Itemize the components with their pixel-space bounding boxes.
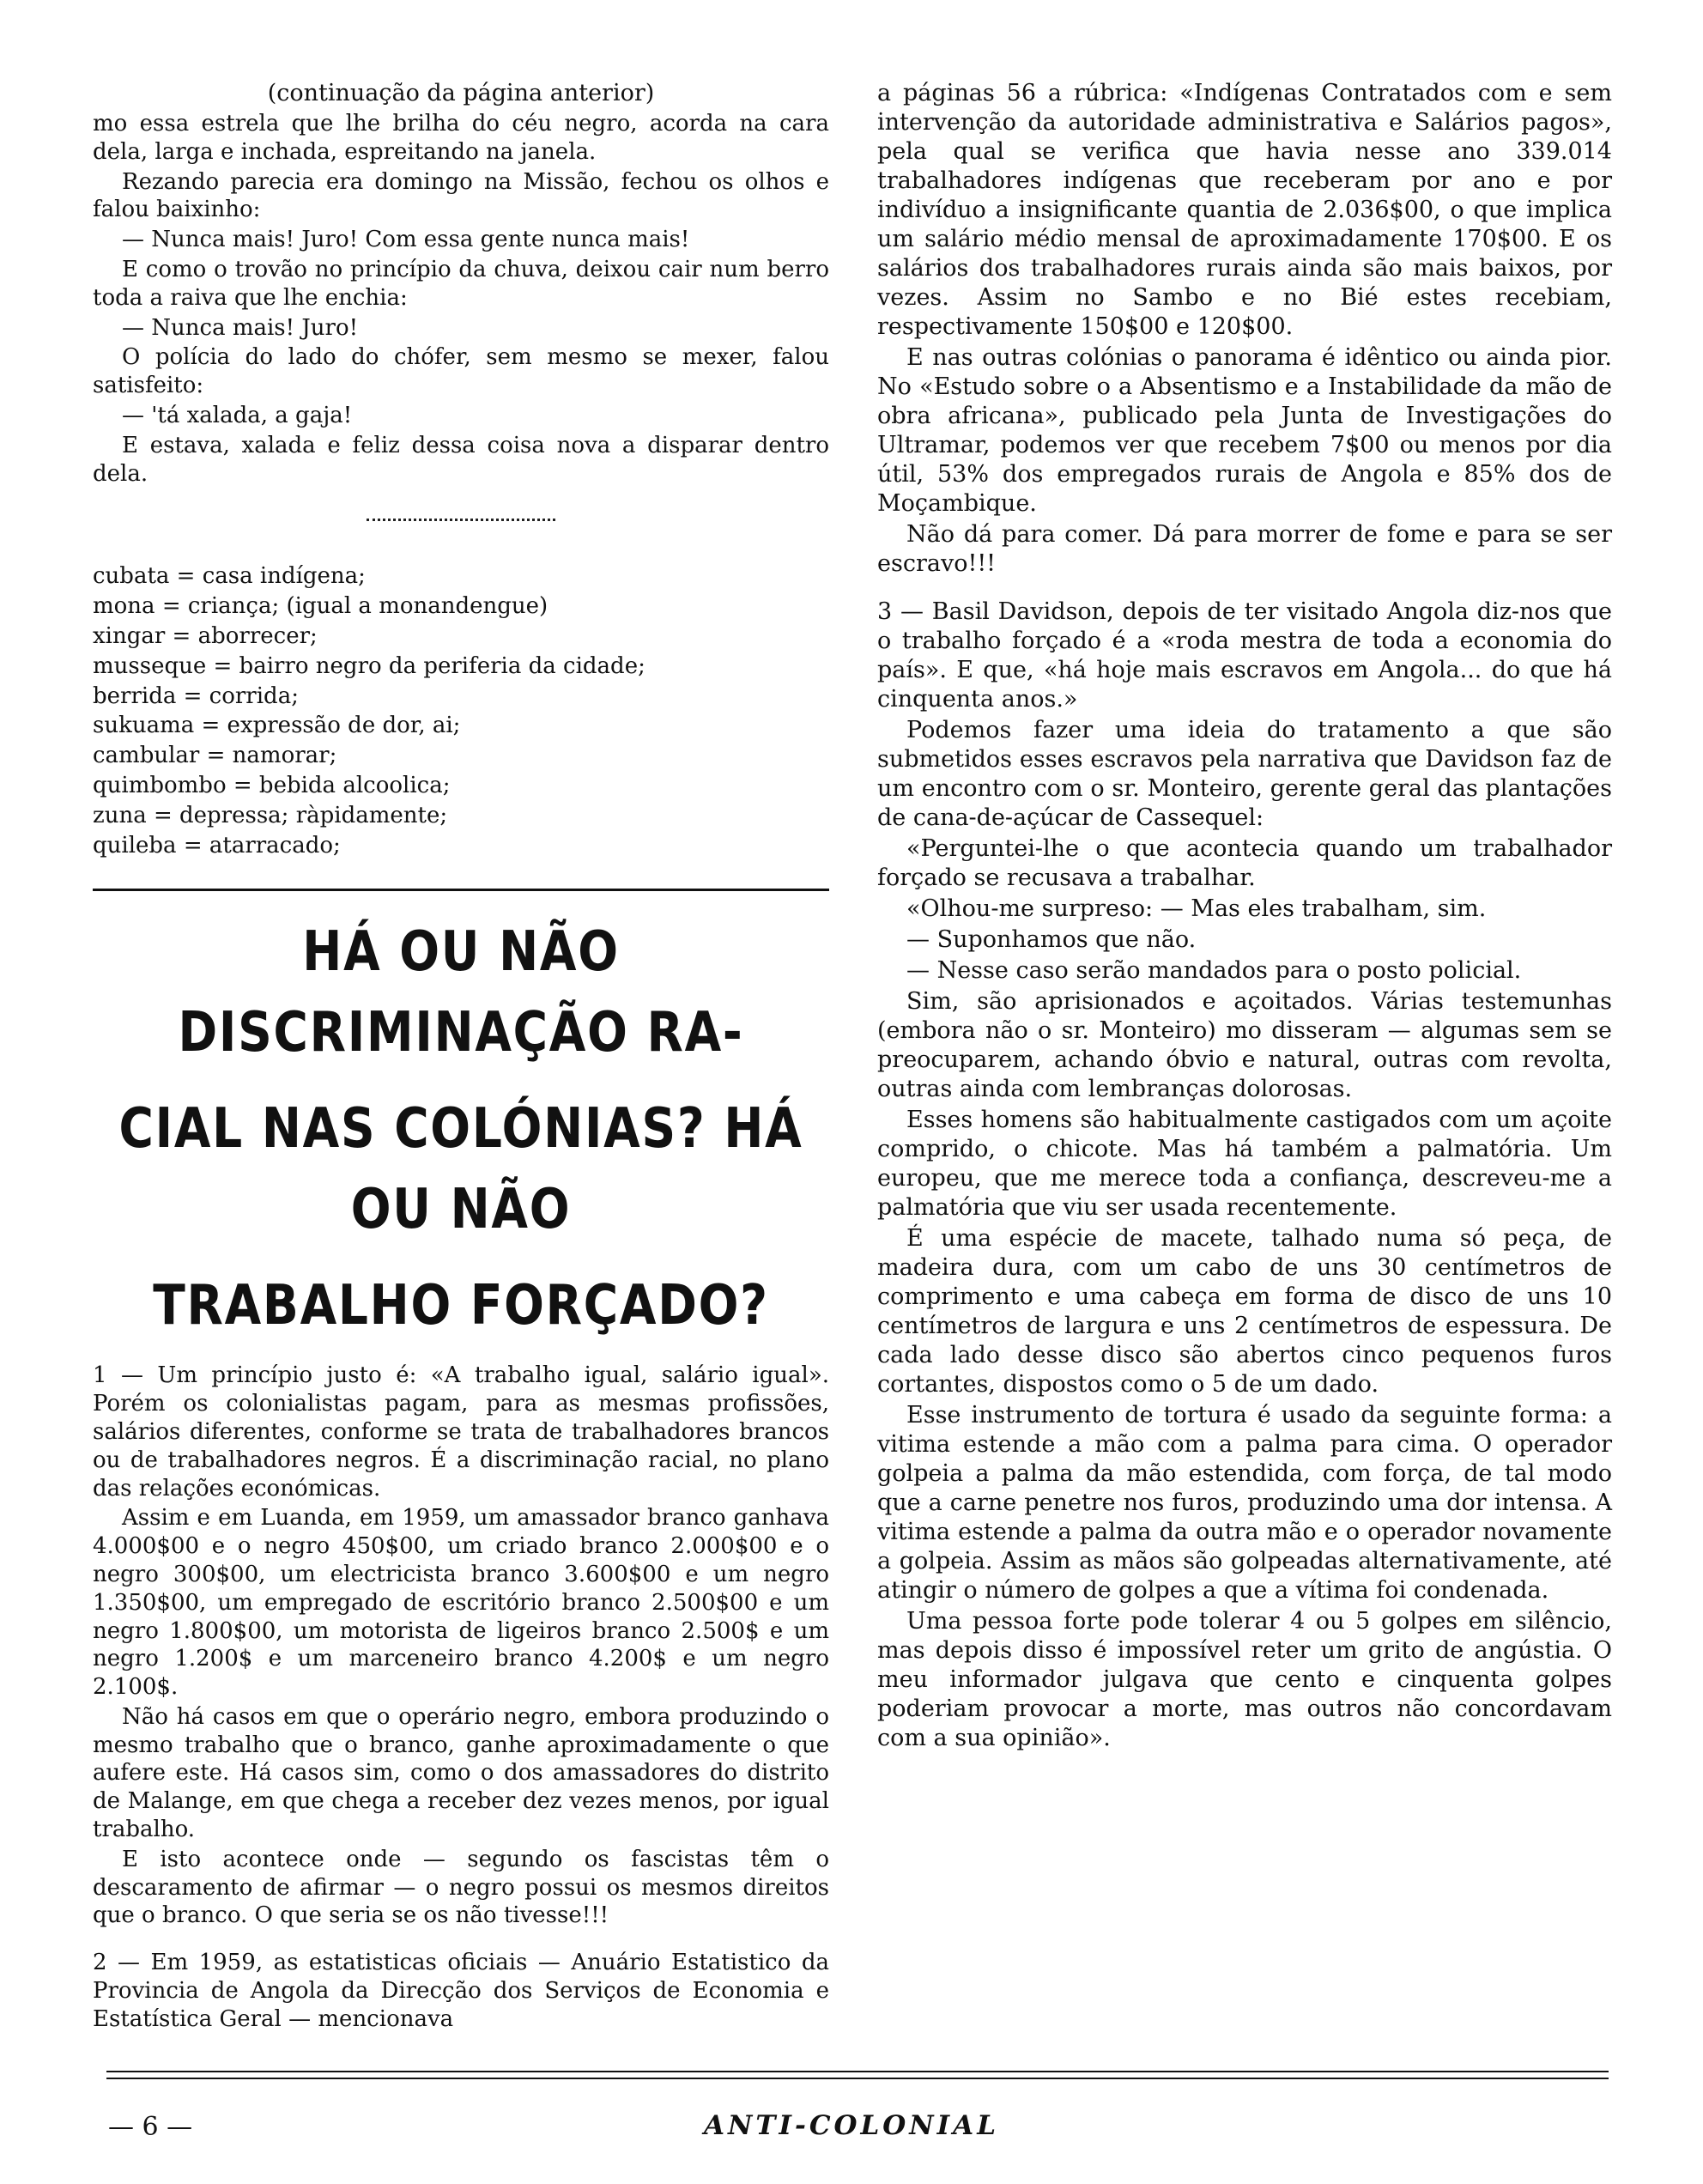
paragraph: Não há casos em que o operário negro, embora produzindo o mesmo trabalho que o branco, ganhe aproximadamente o que aufere este. Há casos sim, como o dos amassadores do distrito de Malange, em que chega a receber dez vezes menos, por igual trabalho. [93, 1703, 829, 1843]
story-paragraph: — Nunca mais! Juro! Com essa gente nunca mais! [122, 227, 690, 253]
section-1 [93, 1362, 829, 1930]
paragraph: Podemos fazer uma ideia do tratamento a que são submetidos esses escravos pela narrativa que Davidson faz de um encontro com o sr. Monteiro, gerente geral das plantações de cana-de-açúcar de Cassequel: [877, 717, 1612, 831]
section-3 [877, 598, 1612, 1753]
section-2-start [93, 1949, 829, 2033]
headline-line: TRABALHO FORÇADO? [153, 1274, 769, 1338]
story-paragraph: E estava, xalada e feliz dessa coisa nova a disparar dentro dela. [93, 432, 829, 487]
paragraph: 1 — Um princípio justo é: «A trabalho igual, salário igual». Porém os colonialistas pagam, para as mesmas profissões, salários diferentes, conforme se trata de trabalhadores brancos ou de trabalhadores negros. É a discriminação racial, no plano das relações económicas. [93, 1362, 829, 1502]
story-continuation [93, 110, 829, 488]
story-paragraph: E como o trovão no princípio da chuva, deixou cair num berro toda a raiva que lhe enchia: [93, 256, 829, 311]
paragraph: — Nesse caso serão mandados para o posto policial. [906, 957, 1522, 984]
glossary-entry: quimbombo = bebida alcoolica; [93, 772, 451, 798]
story-paragraph: Rezando parecia era domingo na Missão, fechou os olhos e falou baixinho: [93, 168, 829, 223]
paragraph: 3 — Basil Davidson, depois de ter visitado Angola diz-nos que o trabalho forçado é a «roda mestra de toda a economia do país». E que, «há hoje mais escravos em Angola... do que há cinquenta anos.» [877, 598, 1612, 713]
glossary-entry: xingar = aborrecer; [93, 622, 318, 649]
story-paragraph: mo essa estrela que lhe brilha do céu negro, acorda na cara dela, larga e inchada, espreitando na janela. [93, 111, 829, 165]
paragraph: É uma espécie de macete, talhado numa só peça, de madeira dura, com um cabo de uns 30 centímetros de comprimento e uma cabeça em forma de disco de uns 10 centímetros de largura e uns 2 centímetros de espessura. De cada lado desse disco são abertos cinco pequenos furos cortantes, dispostos como o 5 de um dado. [877, 1225, 1612, 1398]
headline-line: HÁ OU NÃO DISCRIMINAÇÃO RA- [178, 920, 744, 1065]
publication-title: ANTI-COLONIAL [704, 2110, 999, 2141]
glossary-entry: cubata = casa indígena; [93, 563, 366, 590]
paragraph: Assim e em Luanda, em 1959, um amassador branco ganhava 4.000$00 e o negro 450$00, um criado branco 2.000$00 e o negro 300$00, um electricista branco 3.600$00 e um negro 1.350$00, um empregado de escritório branco 2.500$00 e um negro 1.800$00, um motorista de ligeiros branco 2.500$ e um negro 1.200$ e um marceneiro branco 4.200$ e um negro 2.100$. [93, 1505, 829, 1701]
paragraph: 2 — Em 1959, as estatisticas oficiais — Anuário Estatistico da Provincia de Angola da Direcção dos Serviços de Economia e Estatística Geral — mencionava [93, 1950, 829, 2032]
footer-rule [106, 2071, 1609, 2072]
section-rule [93, 889, 829, 891]
dotted-separator [367, 519, 555, 521]
article-headline [93, 912, 829, 1346]
glossary-entry: musseque = bairro negro da periferia da cidade; [93, 652, 645, 679]
paragraph: Não dá para comer. Dá para morrer de fome e para se ser escravo!!! [877, 521, 1612, 577]
left-column [93, 79, 829, 2035]
section-2-continued [877, 79, 1612, 579]
footer-rule [106, 2078, 1609, 2079]
paragraph: — Suponhamos que não. [906, 926, 1197, 953]
glossary-entry: mona = criança; (igual a monandengue) [93, 593, 548, 620]
glossary [93, 562, 829, 859]
paragraph: Esses homens são habitualmente castigados com um açoite comprido, o chicote. Mas há também a palmatória. Um europeu, que me merece toda a confiança, descreveu-me a palmatória que viu ser usada recentemente. [877, 1107, 1612, 1221]
glossary-entry: cambular = namorar; [93, 743, 337, 769]
glossary-entry: sukuama = expressão de dor, ai; [93, 713, 461, 739]
story-paragraph: O polícia do lado do chófer, sem mesmo se mexer, falou satisfeito: [93, 344, 829, 399]
page-number: — 6 — [108, 2112, 193, 2142]
paragraph: Esse instrumento de tortura é usado da seguinte forma: a vitima estende a mão com a palma para cima. O operador golpeia a palma da mão estendida, com força, de tal modo que a carne penetre nos furos, produzindo uma dor intensa. A vitima estende a palma da outra mão e o operador novamente a golpeia. Assim as mãos são golpeadas alternativamente, até atingir o número de golpes a que a vítima foi condenada. [877, 1402, 1612, 1604]
right-column [877, 79, 1612, 1755]
paragraph: «Perguntei-lhe o que acontecia quando um trabalhador forçado se recusava a trabalhar. [877, 835, 1612, 891]
running-head: (continuação da página anterior) [267, 80, 655, 106]
paragraph: E isto acontece onde — segundo os fascistas têm o descaramento de afirmar — o negro possui os mesmos direitos que o branco. O que seria se os não tivesse!!! [93, 1846, 829, 1929]
paragraph: Sim, são aprisionados e açoitados. Várias testemunhas (embora não o sr. Monteiro) mo disseram — algumas sem se preocuparem, achando óbvio e natural, outras com revolta, outras ainda com lembranças dolorosas. [877, 988, 1612, 1102]
story-paragraph: — 'tá xalada, a gaja! [122, 402, 353, 428]
paragraph: Uma pessoa forte pode tolerar 4 ou 5 golpes em silêncio, mas depois disso é impossível reter um grito de angústia. O meu informador julgava que cento e cinquenta golpes poderiam provocar a morte, mas outros não concordavam com a sua opinião». [877, 1608, 1612, 1751]
paragraph: «Olhou-me surpreso: — Mas eles trabalham, sim. [906, 895, 1487, 922]
glossary-entry: zuna = depressa; ràpidamente; [93, 802, 448, 828]
headline-line: CIAL NAS COLÓNIAS? HÁ OU NÃO [118, 1097, 803, 1242]
glossary-entry: berrida = corrida; [93, 682, 299, 709]
paragraph: a páginas 56 a rúbrica: «Indígenas Contratados com e sem intervenção da autoridade administrativa e Salários pagos», pela qual se verifica que havia nesse ano 339.014 trabalhadores indígenas que receberam por ano e por indivíduo a insignificante quantia de 2.036$00, o que implica um salário médio mensal de aproximadamente 170$00. E os salários dos trabalhadores rurais ainda são mais baixos, por vezes. Assim no Sambo e no Bié estes recebiam, respectivamente 150$00 e 120$00. [877, 80, 1612, 340]
glossary-entry: quileba = atarracado; [93, 832, 341, 858]
paragraph: E nas outras colónias o panorama é idêntico ou ainda pior. No «Estudo sobre o a Absentismo e a Instabilidade da mão de obra africana», publicado pela Junta de Investigações do Ultramar, podemos ver que recebem 7$00 ou menos por dia útil, 53% dos empregados rurais de Angola e 85% dos de Moçambique. [877, 344, 1612, 517]
story-paragraph: — Nunca mais! Juro! [122, 314, 359, 341]
